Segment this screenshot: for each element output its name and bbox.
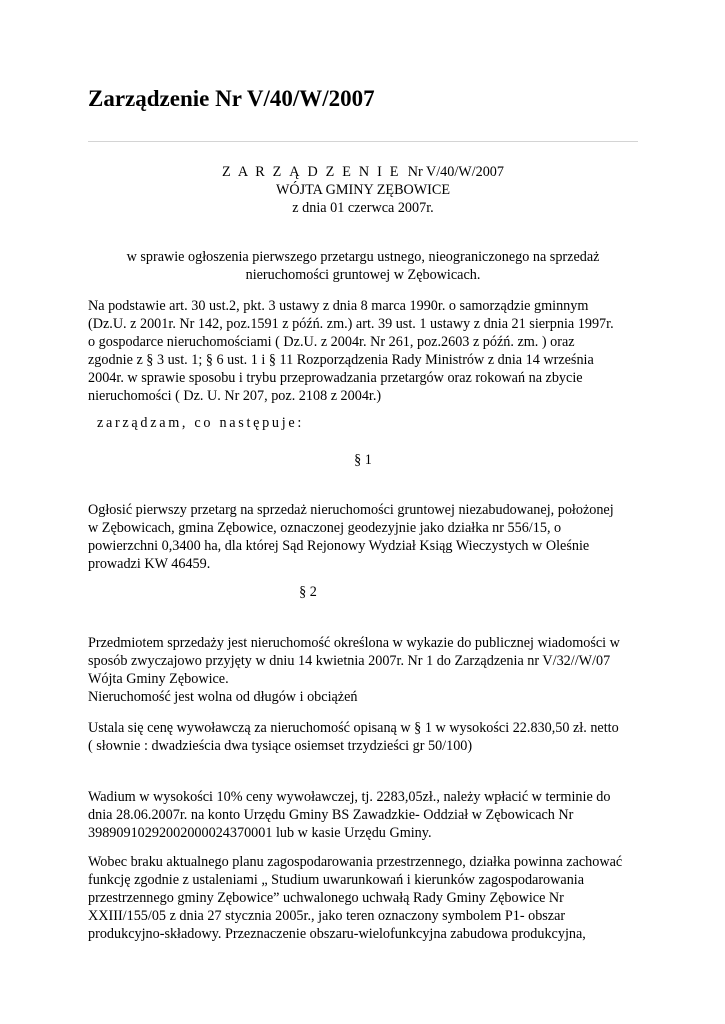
page-title: Zarządzenie Nr V/40/W/2007 [88,86,375,111]
planning-line: Wobec braku aktualnego planu zagospodarowania przestrzennego, działka powinna zachować [88,854,623,870]
legal-basis-line: o gospodarce nieruchomościami ( Dz.U. z 2004r. Nr 261, poz.2603 z późń. zm. ) oraz [88,334,575,350]
section-2-line: sposób zwyczajowo przyjęty w dniu 14 kwietnia 2007r. Nr 1 do Zarządzenia nr V/32//W/07 [88,653,611,669]
planning-line: przestrzennego gminy Zębowice” uchwalonego uchwałą Rady Gminy Zębowice Nr [88,890,564,906]
deposit-line: dnia 28.06.2007r. na konto Urzędu Gminy BS Zawadzkie- Oddział w Zębowicach Nr [88,807,574,823]
deposit-paragraph [88,788,648,842]
price-line: ( słownie : dwadzieścia dwa tysiące osiemset trzydzieści gr 50/100) [88,738,473,754]
section-2-line: Przedmiotem sprzedaży jest nieruchomość określona w wykazie do publicznej wiadomości w [88,635,620,651]
planning-line: funkcję zgodnie z ustaleniami „ Studium uwarunkowań i kierunków zagospodarowania [88,872,585,888]
price-paragraph [88,719,648,755]
section-2-line: Wójta Gminy Zębowice. [88,671,229,687]
section-2-paragraph [88,634,648,706]
deposit-line: Wadium w wysokości 10% ceny wywoławczej, tj. 2283,05zł., należy wpłacić w terminie do [88,789,611,805]
subject-line: nieruchomości gruntowej w Zębowicach. [245,267,481,283]
section-1-mark: § 1 [354,452,372,468]
planning-line: XXIII/155/05 z dnia 27 stycznia 2005r., jako teren oznaczony symbolem P1- obszar [88,908,566,924]
section-1-line: powierzchni 0,3400 ha, dla której Sąd Rejonowy Wydział Ksiąg Wieczystych w Oleśnie [88,538,590,554]
subject-line: w sprawie ogłoszenia pierwszego przetargu ustnego, nieograniczonego na sprzedaż [126,249,600,265]
ordinance-header-line1 [88,163,638,181]
deposit-line: 39890910292002000024370001 lub w kasie Urzędu Gminy. [88,825,432,841]
ordinance-label: Z A R Z Ą D Z E N I E [222,164,401,180]
section-1-line: w Zębowicach, gmina Zębowice, oznaczonej geodezyjnie jako działka nr 556/15, o [88,520,562,536]
title-divider [88,141,638,142]
order-phrase: zarządzam, co następuje: [97,415,304,431]
legal-basis-line: 2004r. w sprawie sposobu i trybu przeprowadzania przetargów oraz rokowań na zbycie [88,370,583,386]
legal-basis-line: Na podstawie art. 30 ust.2, pkt. 3 ustawy z dnia 8 marca 1990r. o samorządzie gminnym [88,298,589,314]
legal-basis-paragraph [88,297,648,405]
ordinance-number: Nr V/40/W/2007 [407,164,504,180]
legal-basis-line: nieruchomości ( Dz. U. Nr 207, poz. 2108 z 2004r.) [88,388,382,404]
planning-paragraph [88,853,648,943]
legal-basis-line: zgodnie z § 3 ust. 1; § 6 ust. 1 i § 11 Rozporządzenia Rady Ministrów z dnia 14 września [88,352,594,368]
price-line: Ustala się cenę wywoławczą za nieruchomość opisaną w § 1 w wysokości 22.830,50 zł. netto [88,720,619,736]
planning-line: produkcyjno-składowy. Przeznaczenie obszaru-wielofunkcyjna zabudowa produkcyjna, [88,926,586,942]
section-2-line: Nieruchomość jest wolna od długów i obciążeń [88,689,358,705]
section-2-mark: § 2 [299,584,317,600]
section-1-line: prowadzi KW 46459. [88,556,211,572]
legal-basis-line: (Dz.U. z 2001r. Nr 142, poz.1591 z późń. zm.) art. 39 ust. 1 ustawy z dnia 21 sierpnia 1997r. [88,316,614,332]
ordinance-header [88,163,638,217]
ordinance-date: z dnia 01 czerwca 2007r. [292,200,434,216]
ordinance-subject [88,248,638,284]
section-1-line: Ogłosić pierwszy przetarg na sprzedaż nieruchomości gruntowej niezabudowanej, położonej [88,502,614,518]
section-1-paragraph [88,501,648,573]
ordinance-issuer: WÓJTA GMINY ZĘBOWICE [275,182,451,198]
